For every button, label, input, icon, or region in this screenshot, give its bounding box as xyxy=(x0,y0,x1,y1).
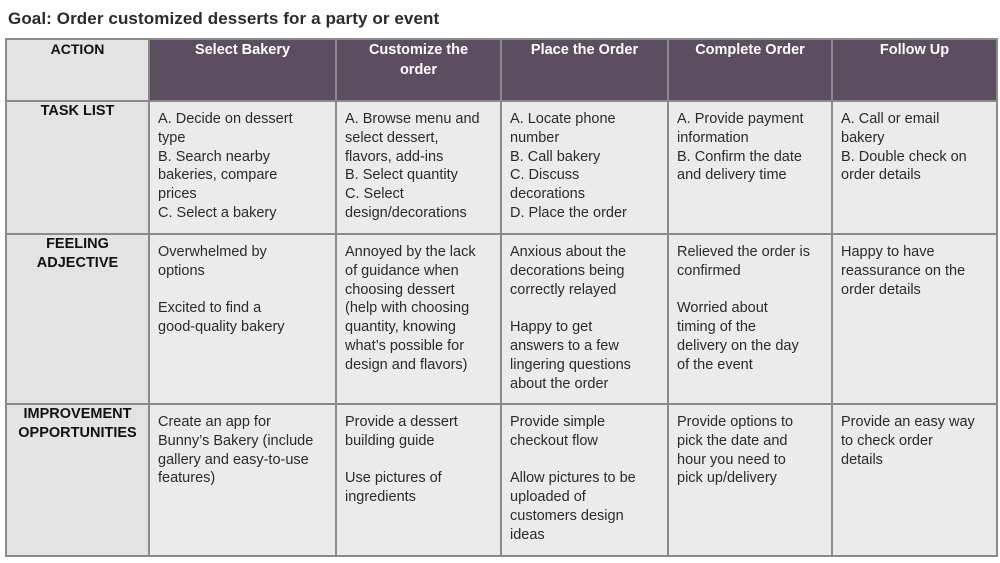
cell-text-line: timing of the xyxy=(677,319,756,336)
feeling-cell xyxy=(668,234,832,404)
cell-text-line: A. Decide on dessert xyxy=(158,111,293,127)
cell-text-line: order details xyxy=(841,281,921,298)
improvement-cell xyxy=(501,404,668,556)
cell-text-line: Provide simple xyxy=(510,414,606,430)
feeling-cell xyxy=(501,234,668,404)
cell-text-line: correctly relayed xyxy=(510,281,617,298)
cell-text-line: A. Call or email xyxy=(841,111,940,127)
header-row xyxy=(6,39,997,101)
improvement-cell xyxy=(336,404,501,556)
row-label-improvement-opportunities: IMPROVEMENT OPPORTUNITIES xyxy=(6,404,149,556)
cell-text-line: D. Place the order xyxy=(510,204,627,221)
feeling-cell xyxy=(336,234,501,404)
cell-text-line: Annoyed by the lack xyxy=(345,244,476,260)
journey-map-table xyxy=(5,38,998,557)
cell-text-line: Overwhelmed by xyxy=(158,244,267,260)
cell-text-line: answers to a few xyxy=(510,337,619,354)
cell-text-line: checkout flow xyxy=(510,432,598,449)
cell-text-line: Allow pictures to be xyxy=(510,470,636,487)
cell-text-line: Create an app for xyxy=(158,414,271,430)
stage-select-bakery: Select Bakery xyxy=(149,39,336,101)
cell-text-line: pick up/delivery xyxy=(677,470,777,487)
cell-text-line: what’s possible for xyxy=(345,337,465,354)
cell-text-line: Worried about xyxy=(677,300,768,317)
cell-text-line: confirmed xyxy=(677,262,741,279)
paragraph-gap xyxy=(510,451,661,470)
improvement-cell xyxy=(149,404,336,556)
cell-text-line: reassurance on the xyxy=(841,262,966,279)
cell-text-line: gallery and easy-to-use xyxy=(158,451,309,468)
cell-text-line: C. Select xyxy=(345,186,404,203)
stage-complete-order: Complete Order xyxy=(668,39,832,101)
cell-text-line: C. Select a bakery xyxy=(158,204,277,221)
cell-text-line: Provide an easy way xyxy=(841,414,975,430)
cell-text-line: bakeries, compare xyxy=(158,167,278,184)
page-title: Goal: Order customized desserts for a party or event xyxy=(8,9,440,28)
stage-customize-order: Customize the order xyxy=(336,39,501,101)
row-label-feeling-adjective: FEELING ADJECTIVE xyxy=(6,234,149,404)
cell-text-line: choosing dessert xyxy=(345,281,455,298)
cell-text-line: options xyxy=(158,262,205,279)
cell-text-line: bakery xyxy=(841,129,885,146)
cell-text-line: design/decorations xyxy=(345,204,467,221)
cell-text-line: Happy to have xyxy=(841,244,935,260)
cell-text-line: A. Provide payment xyxy=(677,111,804,127)
cell-text-line: features) xyxy=(158,470,216,487)
cell-text-line: B. Call bakery xyxy=(510,148,601,165)
feeling-row xyxy=(6,234,997,404)
cell-text-line: of guidance when xyxy=(345,262,459,279)
task-cell xyxy=(336,101,501,234)
cell-text-line: type xyxy=(158,129,186,146)
cell-text-line: Bunny’s Bakery (include xyxy=(158,432,314,449)
cell-text-line: B. Select quantity xyxy=(345,167,458,184)
cell-text-line: quantity, knowing xyxy=(345,319,456,336)
cell-text-line: select dessert, xyxy=(345,129,439,146)
cell-text-line: design and flavors) xyxy=(345,356,468,373)
cell-text-line: hour you need to xyxy=(677,451,786,468)
cell-text-line: B. Confirm the date xyxy=(677,148,802,165)
cell-text-line: details xyxy=(841,451,883,468)
cell-text-line: decorations xyxy=(510,186,585,203)
paragraph-gap xyxy=(510,299,661,318)
paragraph-gap xyxy=(677,281,825,300)
task-cell xyxy=(668,101,832,234)
cell-text-line: number xyxy=(510,129,560,146)
cell-text-line: customers design xyxy=(510,507,624,524)
cell-text-line: Relieved the order is xyxy=(677,244,810,260)
cell-text-line: and delivery time xyxy=(677,167,787,184)
cell-text-line: prices xyxy=(158,186,197,203)
cell-text-line: building guide xyxy=(345,432,435,449)
feeling-cell xyxy=(149,234,336,404)
cell-text-line: Happy to get xyxy=(510,319,593,336)
row-label-task-list: TASK LIST xyxy=(6,101,149,234)
cell-text-line: B. Search nearby xyxy=(158,148,271,165)
cell-text-line: information xyxy=(677,129,749,146)
cell-text-line: delivery on the day xyxy=(677,337,799,354)
cell-text-line: of the event xyxy=(677,356,753,373)
cell-text-line: about the order xyxy=(510,375,609,392)
cell-text-line: B. Double check on xyxy=(841,148,967,165)
paragraph-gap xyxy=(158,281,329,300)
cell-text-line: flavors, add-ins xyxy=(345,148,444,165)
improvement-cell xyxy=(832,404,997,556)
cell-text-line: decorations being xyxy=(510,262,625,279)
stage-follow-up: Follow Up xyxy=(832,39,997,101)
cell-text-line: Provide options to xyxy=(677,414,794,430)
cell-text-line: (help with choosing xyxy=(345,300,470,317)
cell-text-line: ingredients xyxy=(345,489,416,506)
task-list-row xyxy=(6,101,997,234)
cell-text-line: lingering questions xyxy=(510,356,631,373)
cell-text-line: C. Discuss xyxy=(510,167,580,184)
paragraph-gap xyxy=(345,451,494,470)
action-header: ACTION xyxy=(6,39,149,101)
cell-text-line: order details xyxy=(841,167,921,184)
cell-text-line: good-quality bakery xyxy=(158,319,285,336)
cell-text-line: Provide a dessert xyxy=(345,414,458,430)
feeling-cell xyxy=(832,234,997,404)
cell-text-line: A. Browse menu and xyxy=(345,111,480,127)
cell-text-line: to check order xyxy=(841,432,933,449)
cell-text-line: A. Locate phone xyxy=(510,111,616,127)
task-cell xyxy=(832,101,997,234)
cell-text-line: uploaded of xyxy=(510,489,586,506)
cell-text-line: Use pictures of xyxy=(345,470,442,487)
cell-text-line: ideas xyxy=(510,526,545,543)
cell-text-line: Excited to find a xyxy=(158,300,262,317)
stage-place-order: Place the Order xyxy=(501,39,668,101)
task-cell xyxy=(501,101,668,234)
cell-text-line: pick the date and xyxy=(677,432,788,449)
task-cell xyxy=(149,101,336,234)
improvement-cell xyxy=(668,404,832,556)
improvement-row xyxy=(6,404,997,556)
cell-text-line: Anxious about the xyxy=(510,244,627,260)
